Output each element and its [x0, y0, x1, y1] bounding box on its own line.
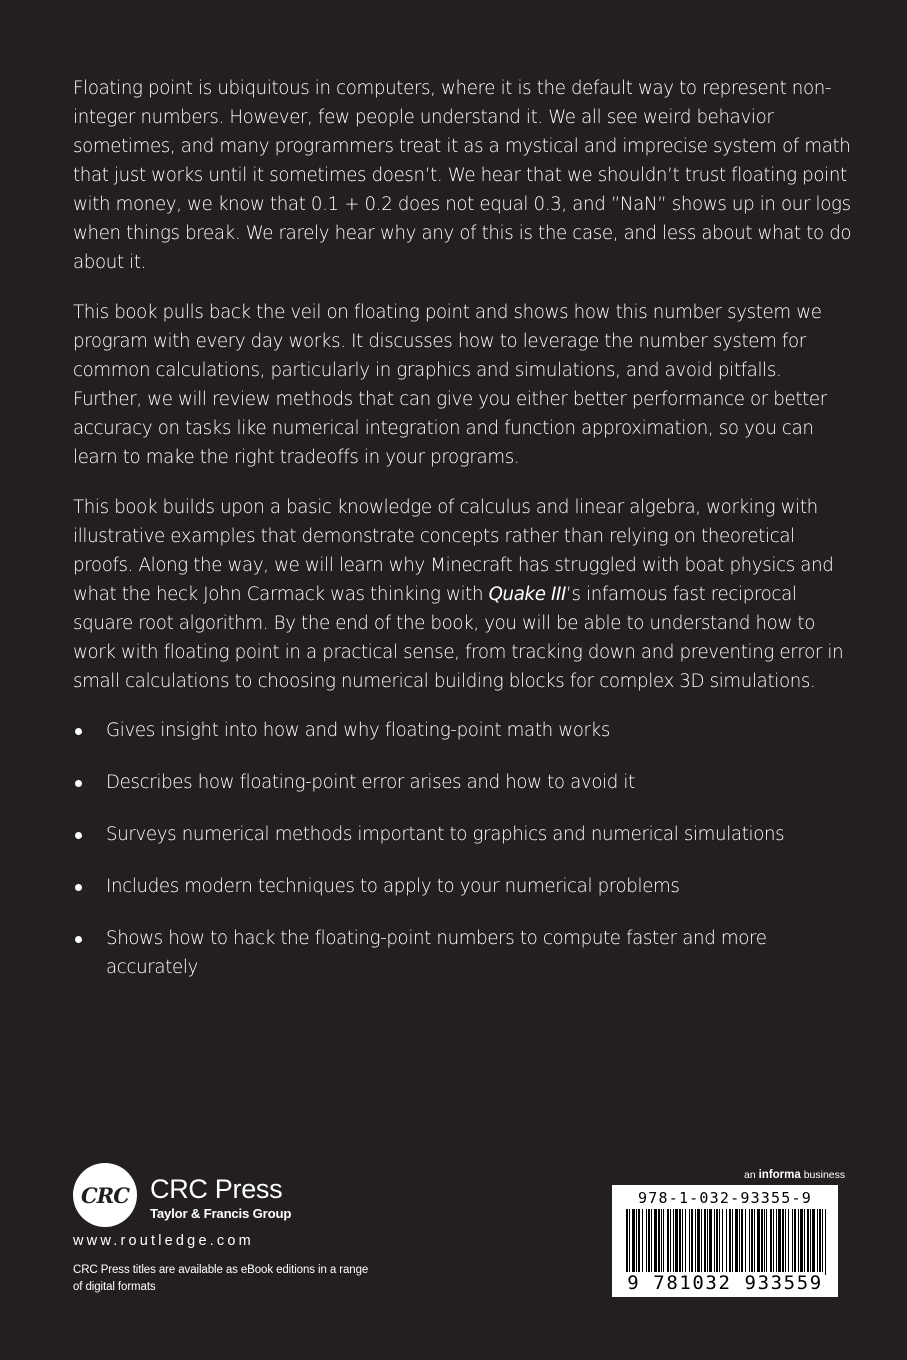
informa-prefix: an	[744, 1169, 759, 1181]
paragraph-overview: This book pulls back the veil on floating point and shows how this number system we program with every day works. It discusses how to leverage the number system for common calculations, particularly in graphics and simulations, and avoid pitfalls. Further, we will review methods that can give you either better performance or better accuracy on tasks like numerical integration and function approximation, so you can learn to make the right tradeoffs in your programs.	[73, 302, 827, 468]
bullet-icon	[75, 780, 82, 787]
informa-business-tag	[744, 1169, 845, 1181]
list-item	[73, 716, 853, 745]
bullet-icon	[75, 728, 82, 735]
ebook-note: CRC Press titles are available as eBook editions in a range of digital formats	[73, 1264, 369, 1293]
game-title: Quake III	[488, 584, 567, 605]
crc-press-logo-icon	[73, 1163, 137, 1227]
list-item	[73, 872, 853, 901]
isbn-barcode	[612, 1185, 838, 1297]
back-cover-text	[73, 74, 853, 717]
list-item	[73, 820, 853, 849]
informa-brand: informa	[758, 1169, 801, 1181]
list-item-text: Surveys numerical methods important to graphics and numerical simulations	[106, 824, 785, 845]
list-item-text: Includes modern techniques to apply to your numerical problems	[106, 876, 680, 897]
paragraph-approach-start: This book builds upon a basic knowledge of calculus and linear algebra, working with illustrative examples that demonstrate concepts rather than relying on theoretical proofs. Along the way, we will learn why Minecraft has struggled with boat physics and what the heck John Carmack was thinking with	[73, 497, 834, 605]
bullet-icon	[75, 884, 82, 891]
publisher-group: Taylor & Francis Group	[150, 1206, 292, 1221]
list-item-text: Gives insight into how and why floating-point math works	[106, 720, 610, 741]
informa-suffix: business	[800, 1169, 846, 1181]
paragraph-approach	[73, 493, 853, 696]
publisher-name: CRC Press	[150, 1174, 283, 1204]
list-item	[73, 768, 853, 797]
bullet-icon	[75, 936, 82, 943]
isbn-number: 978-1-032-93355-9	[638, 1189, 812, 1207]
barcode-digits-text: 9 781032 933559	[627, 1272, 823, 1294]
feature-list	[73, 716, 853, 1005]
publisher-url[interactable]: www.routledge.com	[73, 1233, 254, 1249]
logo-mark: CRC	[81, 1182, 129, 1208]
list-item	[73, 924, 853, 982]
barcode-bars-icon	[626, 1209, 826, 1275]
bullet-icon	[75, 832, 82, 839]
list-item-text: Shows how to hack the floating-point numbers to compute faster and more accurately	[106, 928, 767, 978]
paragraph-intro: Floating point is ubiquitous in computers, where it is the default way to represent non-integer numbers. However, few people understand it. We all see weird behavior sometimes, and many programmers treat it as a mystical and imprecise system of math that just works until it sometimes doesn’t. We hear that we shouldn’t trust floating point with money, we know that 0.1 + 0.2 does not equal 0.3, and ”NaN” shows up in our logs when things break. We rarely hear why any of this is the case, and less about what to do about it.	[73, 78, 852, 273]
list-item-text: Describes how floating-point error arises and how to avoid it	[106, 772, 635, 793]
barcode-digits	[612, 1272, 838, 1294]
paragraph-approach-end: ’s infamous fast reciprocal square root algorithm. By the end of the book, you will be able to understand how to work with floating point in a practical sense, from tracking down and preventing error in small calculations to choosing numerical building blocks for complex 3D simulations.	[73, 584, 844, 692]
